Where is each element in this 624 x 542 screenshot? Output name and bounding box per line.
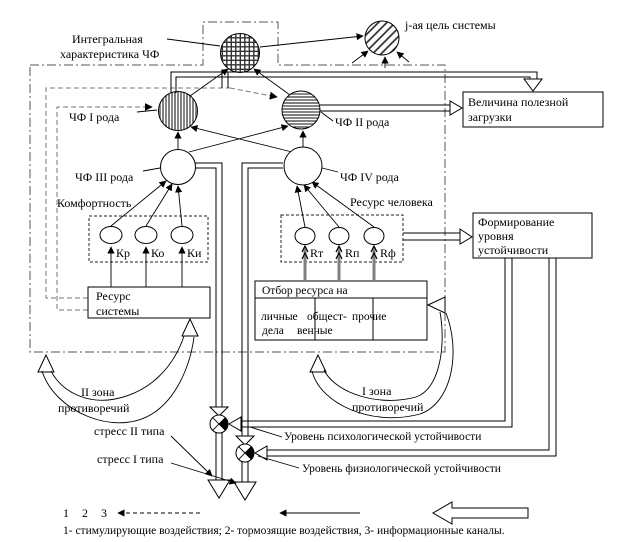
formation-text-1: Формирование <box>478 215 555 229</box>
legend-numbers: 1 2 3 <box>63 506 112 520</box>
selection-col2-line1: общест- <box>307 311 347 323</box>
comfort-label: Комфортность <box>57 196 132 210</box>
goal-label: j-ая цель системы <box>405 18 496 32</box>
selection-header: Отбор ресурса на <box>262 285 348 297</box>
integral-node <box>221 34 260 73</box>
human-resource-label: Ресурс человека <box>350 195 433 209</box>
system-resource-text-2: системы <box>96 304 140 318</box>
factor-rp-label: Rп <box>345 246 360 260</box>
factor-rf-label: Rф <box>380 246 396 260</box>
integral-label-line2: характеристика ЧФ <box>60 47 160 61</box>
legend-hollow-arrow <box>433 502 528 524</box>
formation-box <box>473 213 592 258</box>
chf3-node <box>161 150 196 185</box>
chf1-node <box>159 92 198 131</box>
channel-chf3-down <box>194 163 230 498</box>
selection-col2-line2: венные <box>297 325 333 337</box>
zone2-label-line1: II зона <box>81 385 115 399</box>
zone2-label-line2: противоречий <box>58 401 130 415</box>
payload-box <box>463 92 603 127</box>
formation-text-3: устойчивости <box>478 243 549 257</box>
payload-text-1: Величина полезной <box>468 95 569 109</box>
valve-physiological <box>236 444 254 462</box>
resource-selection-box <box>255 281 427 340</box>
factor-kr-label: Кр <box>116 246 131 260</box>
channel-resourcebox-to-formation <box>403 229 472 244</box>
valve-psychological <box>210 415 228 433</box>
payload-text-2: загрузки <box>468 110 512 124</box>
legend-caption: 1- стимулирующие воздействия; 2- тормозящие воздействия, 3- информационные каналы. <box>63 525 505 537</box>
selection-col3: прочие <box>352 311 387 323</box>
chf1-label: ЧФ I рода <box>69 110 120 124</box>
chf2-label: ЧФ II рода <box>335 115 390 129</box>
chf4-label: ЧФ IV рода <box>340 170 399 184</box>
channel-integral-stub <box>222 72 228 88</box>
phys-level-label: Уровень физиологической устойчивости <box>302 463 501 475</box>
channel-chf1-to-payload <box>171 72 542 93</box>
factor-ko-label: Ко <box>151 246 165 260</box>
factor-rt-label: Rт <box>310 246 324 260</box>
stress2-label: стресс II типа <box>94 424 165 438</box>
chf3-label: ЧФ III рода <box>75 170 134 184</box>
factor-ki-label: Ки <box>187 246 202 260</box>
selection-col1-line2: дела <box>262 325 284 337</box>
stress1-label: стресс I типа <box>97 452 164 466</box>
zone1-label-line1: I зона <box>362 384 392 398</box>
formation-text-2: уровня <box>478 229 514 243</box>
chf4-node <box>284 147 322 185</box>
legend <box>63 502 528 537</box>
psych-level-label: Уровень психологической устойчивости <box>284 431 482 443</box>
channel-chf2-to-payload <box>320 101 462 115</box>
integral-label-line1: Интегральная <box>72 32 143 46</box>
chf2-node <box>282 91 320 129</box>
selection-col1-line1: личные <box>261 311 298 323</box>
system-resource-text-1: Ресурс <box>96 289 131 303</box>
zone1-label-line2: противоречий <box>352 400 424 414</box>
goal-node <box>365 21 399 55</box>
